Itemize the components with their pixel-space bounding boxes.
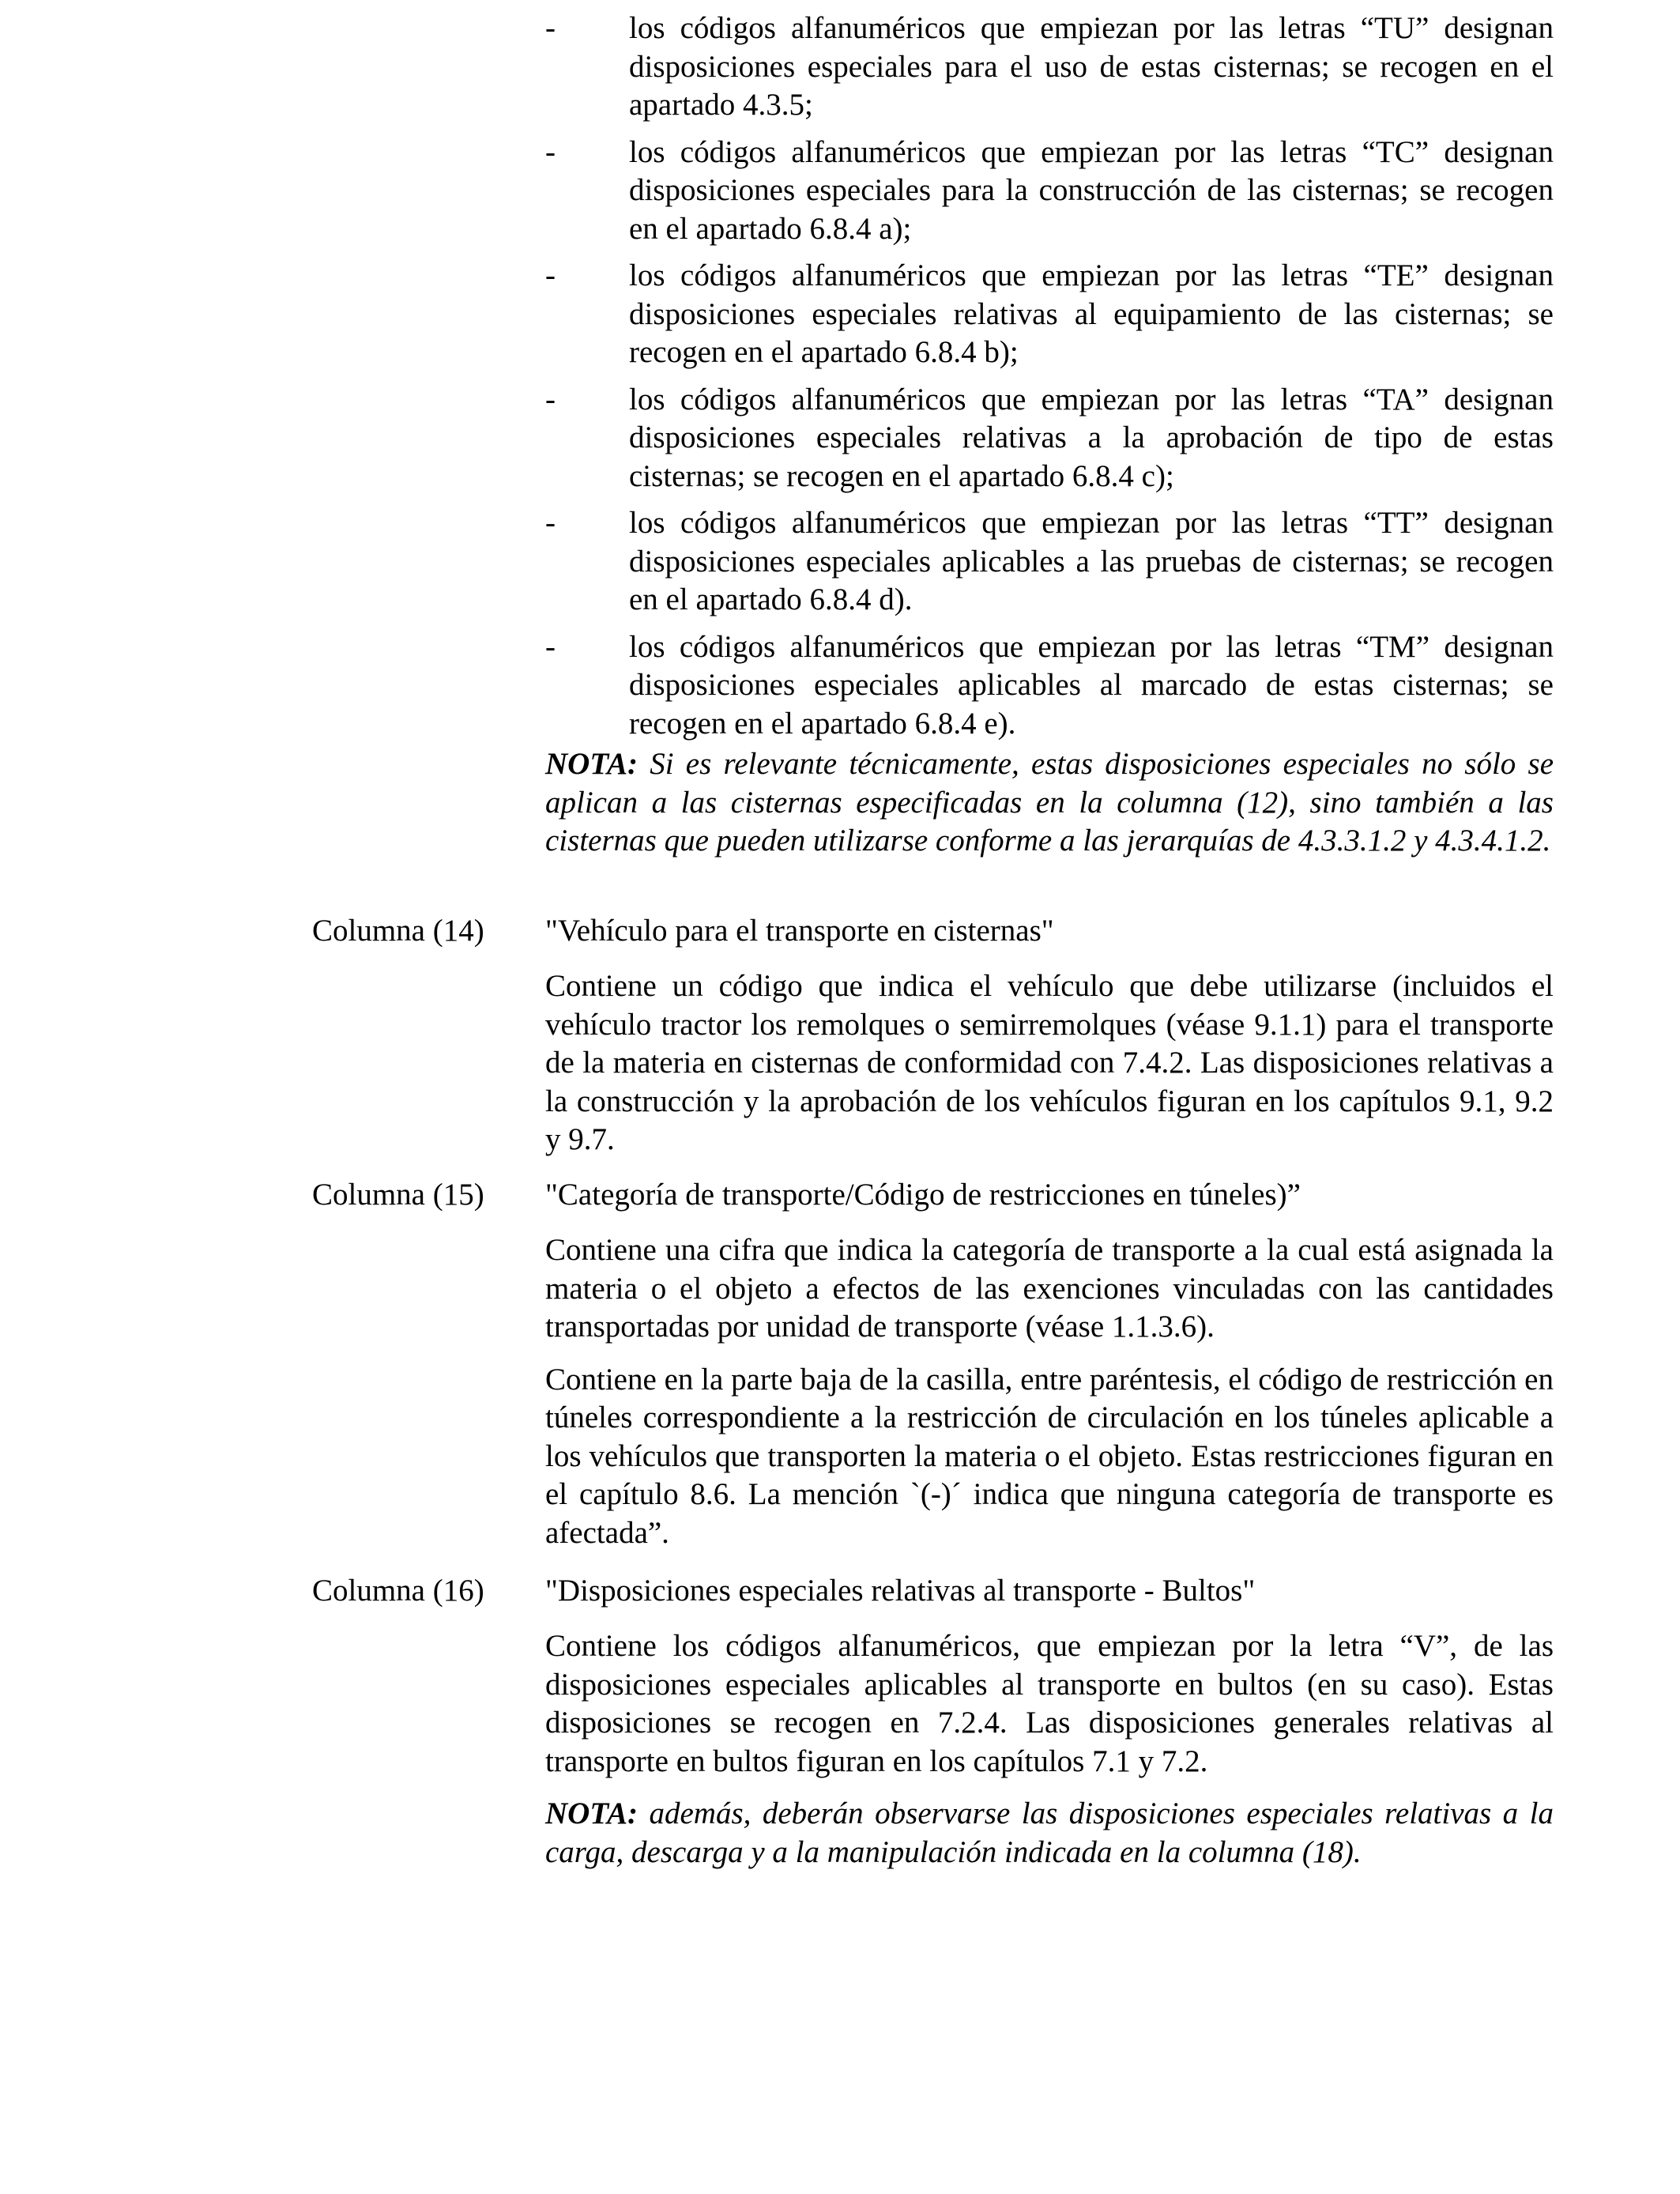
column-description xyxy=(545,967,1554,1174)
tank-special-provisions-list xyxy=(545,9,1554,752)
column-title: "Disposiciones especiales relativas al transporte - Bultos" xyxy=(545,1574,1256,1608)
list-item xyxy=(545,628,1554,744)
list-dash: - xyxy=(545,506,556,540)
column-title: "Vehículo para el transporte en cisternas" xyxy=(545,914,1054,948)
column-label: Columna (15) xyxy=(312,1178,484,1212)
note-paragraph xyxy=(545,1795,1554,1872)
note-paragraph xyxy=(545,745,1554,861)
description-paragraph: Contiene una cifra que indica la categoría de transporte a la cual está asignada la materia o el objeto a efectos de las exenciones vinculadas con las cantidades transportadas por unidad de transporte (véase 1.1.3.6). xyxy=(545,1233,1554,1344)
list-dash: - xyxy=(545,629,556,664)
list-item-text: los códigos alfanuméricos que empiezan por las letras “TC” designan disposiciones especiales para la construcción de las cisternas; se recogen en el apartado 6.8.4 a); xyxy=(629,134,1554,246)
list-item xyxy=(545,134,1554,249)
column-title: "Categoría de transporte/Código de restricciones en túneles)” xyxy=(545,1178,1301,1212)
description-paragraph: Contiene en la parte baja de la casilla, entre paréntesis, el código de restricción en túneles correspondiente a la restricción de circulación en los túneles aplicable a los vehículos que transporten la materia o el objeto. Estas restricciones figuran en el capítulo 8.6. La mención `(-)´ indica que ninguna categoría de transporte es afectada”. xyxy=(545,1362,1554,1550)
list-item-text: los códigos alfanuméricos que empiezan por las letras “TU” designan disposiciones especiales para el uso de estas cisternas; se recogen en el apartado 4.3.5; xyxy=(629,11,1554,122)
description-paragraph: Contiene un código que indica el vehículo que debe utilizarse (incluidos el vehículo tractor los remolques o semirremolques (véase 9.1.1) para el transporte de la materia en cisternas de conformidad con 7.4.2. Las disposiciones relativas a la construcción y la aprobación de los vehículos figuran en los capítulos 9.1, 9.2 y 9.7. xyxy=(545,969,1554,1156)
column-label: Columna (14) xyxy=(312,914,484,948)
list-item-text: los códigos alfanuméricos que empiezan por las letras “TT” designan disposiciones especiales aplicables a las pruebas de cisternas; se recogen en el apartado 6.8.4 d). xyxy=(629,506,1554,616)
list-dash: - xyxy=(545,382,556,417)
list-item xyxy=(545,9,1554,125)
description-paragraph: Contiene los códigos alfanuméricos, que empiezan por la letra “V”, de las disposiciones especiales aplicables al transporte en bultos (en su caso). Estas disposiciones se recogen en 7.2.4. Las disposiciones generales relativas al transporte en bultos figuran en los capítulos 7.1 y 7.2. xyxy=(545,1629,1554,1778)
list-item-text: los códigos alfanuméricos que empiezan por las letras “TM” designan disposiciones especiales aplicables al marcado de estas cisternas; se recogen en el apartado 6.8.4 e). xyxy=(629,629,1554,741)
list-item xyxy=(545,257,1554,372)
list-item xyxy=(545,381,1554,496)
list-dash: - xyxy=(545,258,556,292)
column-description xyxy=(545,1231,1554,1566)
list-item xyxy=(545,504,1554,620)
note-label: NOTA: xyxy=(545,1796,638,1830)
list-dash: - xyxy=(545,134,556,169)
note-text: además, deberán observarse las disposiciones especiales relativas a la carga, descarga y a la manipulación indicada en la columna (18). xyxy=(545,1796,1554,1869)
list-item-text: los códigos alfanuméricos que empiezan por las letras “TE” designan disposiciones especiales relativas al equipamiento de las cisternas; se recogen en el apartado 6.8.4 b); xyxy=(629,258,1554,369)
note-label: NOTA: xyxy=(545,747,638,781)
column-label: Columna (16) xyxy=(312,1574,484,1608)
column-description xyxy=(545,1627,1554,1886)
list-dash: - xyxy=(545,11,556,45)
note-text: Si es relevante técnicamente, estas disposiciones especiales no sólo se aplican a las cisternas especificadas en la columna (12), sino también a las cisternas que pueden utilizarse conforme a las jerarquías de 4.3.3.1.2 y 4.3.4.1.2. xyxy=(545,747,1554,858)
list-item-text: los códigos alfanuméricos que empiezan por las letras “TA” designan disposiciones especiales relativas a la aprobación de tipo de estas cisternas; se recogen en el apartado 6.8.4 c); xyxy=(629,382,1554,493)
